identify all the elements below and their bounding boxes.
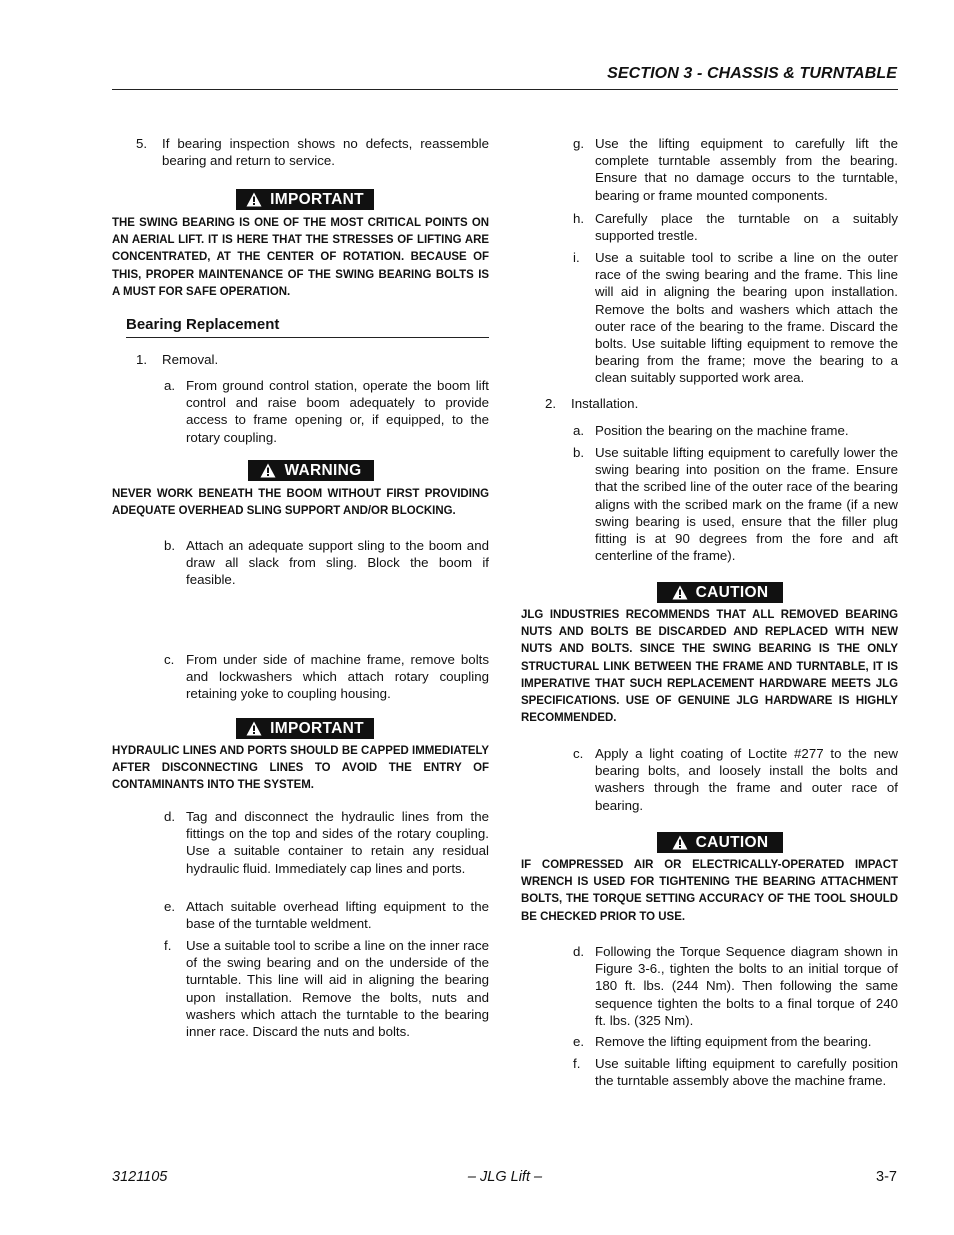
step-text: Attach suitable overhead lifting equipment to the base of the turntable weldment. [186, 899, 489, 932]
step-letter: f. [573, 1056, 581, 1071]
caution-notice-text: JLG INDUSTRIES RECOMMENDS THAT ALL REMOVED BEARING NUTS AND BOLTS BE DISCARDED AND REPLACED WITH NEW NUTS AND BOLTS. SINCE THE SWING BEARING IS THE ONLY STRUCTURAL LINK BETWEEN THE FRAME AND TURNTABLE, IT IS IMPERATIVE THAT SUCH REPLACEMENT HARDWARE MEETS JLG SPECIFICATIONS. USE OF GENUINE JLG HARDWARE IS HIGHLY RECOMMENDED. [521, 607, 899, 725]
step-text: Installation. [571, 396, 639, 411]
installation-step-b [573, 444, 898, 564]
warning-triangle-icon [246, 721, 262, 736]
step-text: Following the Torque Sequence diagram shown in Figure 3-6., tighten the bolts to an initial torque of 180 ft. lbs. (244 Nm). Then following the same sequence tighten the bolts to a final torque of 240 ft. lbs. (325 Nm). [595, 944, 898, 1028]
section-title: SECTION 3 - CHASSIS & TURNTABLE [607, 65, 897, 82]
step-letter: b. [164, 538, 176, 553]
step-text: Carefully place the turntable on a suitably supported trestle. [595, 211, 898, 244]
step-letter: c. [164, 652, 175, 667]
step-text: Use a suitable tool to scribe a line on the inner race of the swing bearing and on the underside of the turntable. This line will aid in aligning the bearing upon installation. Remove the bolts, nuts and washers which attach the turntable to the bearing inner race. Discard the nuts and bolts. [186, 938, 489, 1040]
footer-center-text: – JLG Lift – [467, 1169, 543, 1185]
step-letter: g. [573, 136, 585, 151]
warning-badge [248, 460, 374, 481]
step-letter: d. [573, 944, 585, 959]
installation-step-e [573, 1033, 898, 1050]
step-letter: b. [573, 445, 585, 460]
header-rule [112, 89, 898, 90]
step-text: From ground control station, operate the boom lift control and raise boom adequately to provide access to frame opening or, if equipped, to the rotary coupling. [186, 378, 489, 445]
footer-page-number: 3-7 [876, 1169, 897, 1185]
step-letter: f. [164, 938, 172, 953]
step-letter: h. [573, 211, 585, 226]
warning-triangle-icon [672, 585, 688, 600]
step-number: 1. [136, 352, 148, 367]
step-2 [545, 395, 898, 412]
warning-label: WARNING [284, 461, 362, 479]
step-text: Removal. [162, 352, 219, 367]
step-letter: c. [573, 746, 584, 761]
removal-step-b [164, 537, 489, 589]
caution-label: CAUTION [695, 583, 769, 601]
step-letter: i. [573, 250, 580, 265]
caution-badge-2 [657, 832, 783, 853]
installation-step-f [573, 1055, 898, 1089]
step-text: Tag and disconnect the hydraulic lines from the fittings on the top and sides of the rotary coupling. Use a suitable container to retain any residual hydraulic fluid. Immediately cap lines and ports. [186, 809, 489, 876]
important-notice-text-2: HYDRAULIC LINES AND PORTS SHOULD BE CAPPED IMMEDIATELY AFTER DISCONNECTING LINES TO AVOID THE ENTRY OF CONTAMINANTS INTO THE SYSTEM. [112, 743, 490, 792]
step-letter: e. [164, 899, 176, 914]
step-text: Position the bearing on the machine frame. [595, 423, 849, 438]
installation-step-d [573, 943, 898, 1029]
caution-badge [657, 582, 783, 603]
step-text: Remove the lifting equipment from the bearing. [595, 1034, 872, 1049]
caution-notice-text-2: IF COMPRESSED AIR OR ELECTRICALLY-OPERATED IMPACT WRENCH IS USED FOR TIGHTENING THE BEARING ATTACHMENT BOLTS, THE TORQUE SETTING ACCURACY OF THE TOOL SHOULD BE CHECKED PRIOR TO USE. [521, 857, 899, 923]
footer-doc-number: 3121105 [112, 1169, 168, 1185]
important-notice-text: THE SWING BEARING IS ONE OF THE MOST CRITICAL POINTS ON AN AERIAL LIFT. IT IS HERE THAT THE STRESSES OF LIFTING ARE CONCENTRATED, AT THE CENTER OF ROTATION. BECAUSE OF THIS, PROPER MAINTENANCE OF THE SWING BEARING BOLTS IS A MUST FOR SAFE OPERATION. [112, 215, 490, 298]
step-1 [136, 351, 489, 368]
step-letter: a. [164, 378, 176, 393]
removal-step-e [164, 898, 489, 932]
removal-step-d [164, 808, 489, 877]
important-badge [236, 189, 374, 210]
step-text: If bearing inspection shows no defects, reassemble bearing and return to service. [162, 136, 489, 169]
removal-step-g [573, 135, 898, 204]
important-label: IMPORTANT [270, 190, 364, 208]
step-letter: d. [164, 809, 176, 824]
subheading-bearing-replacement: Bearing Replacement [126, 316, 280, 333]
removal-step-i [573, 249, 898, 387]
important-badge-2 [236, 718, 374, 739]
step-text: Use a suitable tool to scribe a line on the outer race of the swing bearing and the frame. This line will aid in aligning the bearing upon installation. Remove the bolts and washers which attach the outer race of the bearing to the frame. Discard the bolts. Use suitable lifting equipment to remove the bearing from the frame; move the bearing to a clean suitably supported work area. [595, 250, 898, 386]
step-number: 5. [136, 136, 148, 151]
step-text: Use suitable lifting equipment to carefully position the turntable assembly above the machine frame. [595, 1056, 898, 1089]
warning-triangle-icon [246, 192, 262, 207]
removal-step-a [164, 377, 489, 446]
step-letter: e. [573, 1034, 585, 1049]
step-text: Attach an adequate support sling to the boom and draw all slack from sling. Block the boom if feasible. [186, 538, 489, 588]
removal-step-c [164, 651, 489, 703]
removal-step-f [164, 937, 489, 1040]
important-label: IMPORTANT [270, 719, 364, 737]
warning-triangle-icon [672, 835, 688, 850]
step-text: From under side of machine frame, remove bolts and lockwashers which attach rotary coupling retaining yoke to coupling housing. [186, 652, 489, 702]
warning-triangle-icon [260, 463, 276, 478]
step-text: Use suitable lifting equipment to carefully lower the swing bearing into position on the frame. Ensure that the scribed line of the outer race of the bearing aligns with the scribed mark on the frame (if a new swing bearing is used, ensure that the filler plug fitting is at 90 degrees from the fore and aft centerline of the frame). [595, 445, 898, 564]
step-number: 2. [545, 396, 557, 411]
step-letter: a. [573, 423, 585, 438]
step-text: Use the lifting equipment to carefully lift the complete turntable assembly from the bearing. Ensure that no damage occurs to the turntable, bearing or frame mounted components. [595, 136, 898, 203]
subheading-rule [126, 337, 489, 338]
installation-step-a [573, 422, 898, 439]
warning-notice-text: NEVER WORK BENEATH THE BOOM WITHOUT FIRST PROVIDING ADEQUATE OVERHEAD SLING SUPPORT AND/OR BLOCKING. [112, 486, 490, 518]
step-text: Apply a light coating of Loctite #277 to the new bearing bolts, and loosely install the bolts and washers through the frame and outer race of bearing. [595, 746, 898, 813]
installation-step-c [573, 745, 898, 814]
step-5 [136, 135, 489, 169]
removal-step-h [573, 210, 898, 244]
caution-label: CAUTION [695, 833, 769, 851]
